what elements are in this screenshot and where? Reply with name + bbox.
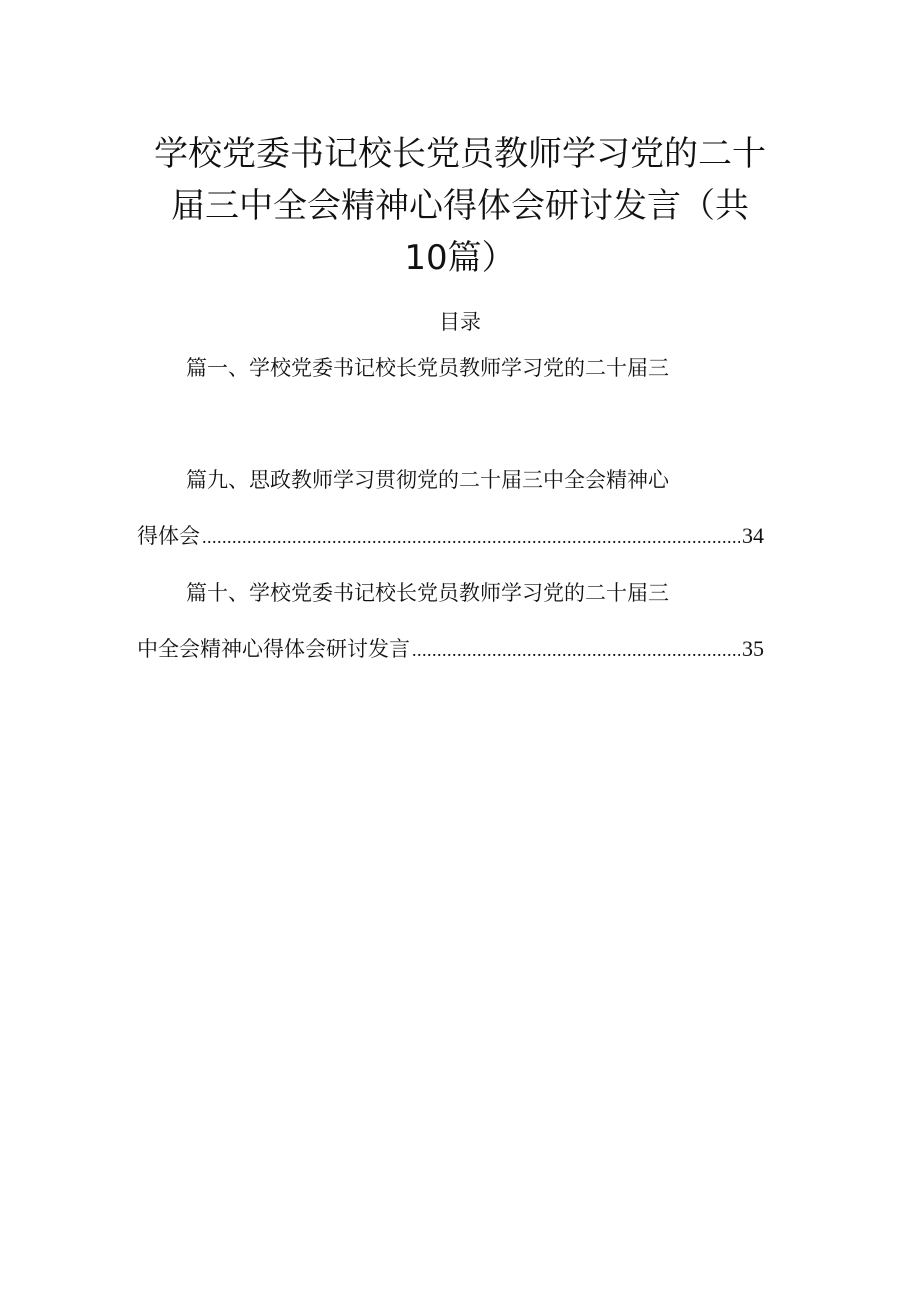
toc-entry-10-line-2[interactable]	[137, 633, 764, 666]
toc-entry-9-line-1[interactable]: 篇九、思政教师学习贯彻党的二十届三中全会精神心	[186, 468, 669, 492]
toc-leader-dots	[202, 521, 740, 553]
toc-entry-9-page-number: 34	[742, 523, 764, 548]
toc-entry-10-text: 中全会精神心得体会研讨发言	[137, 637, 410, 661]
toc-entry-9-text: 得体会	[137, 524, 200, 548]
toc-leader-dots	[412, 634, 740, 666]
toc-heading: 目录	[439, 310, 481, 334]
document-title: 学校党委书记校长党员教师学习党的二十届三中全会精神心得体会研讨发言（共10篇）	[154, 134, 766, 278]
toc-entry-9-line-2[interactable]	[137, 520, 764, 553]
toc-entry-10-page-number: 35	[742, 636, 764, 661]
toc-entry-1-line-1[interactable]: 篇一、学校党委书记校长党员教师学习党的二十届三	[186, 356, 669, 380]
toc-entry-10-line-1[interactable]: 篇十、学校党委书记校长党员教师学习党的二十届三	[186, 581, 669, 605]
